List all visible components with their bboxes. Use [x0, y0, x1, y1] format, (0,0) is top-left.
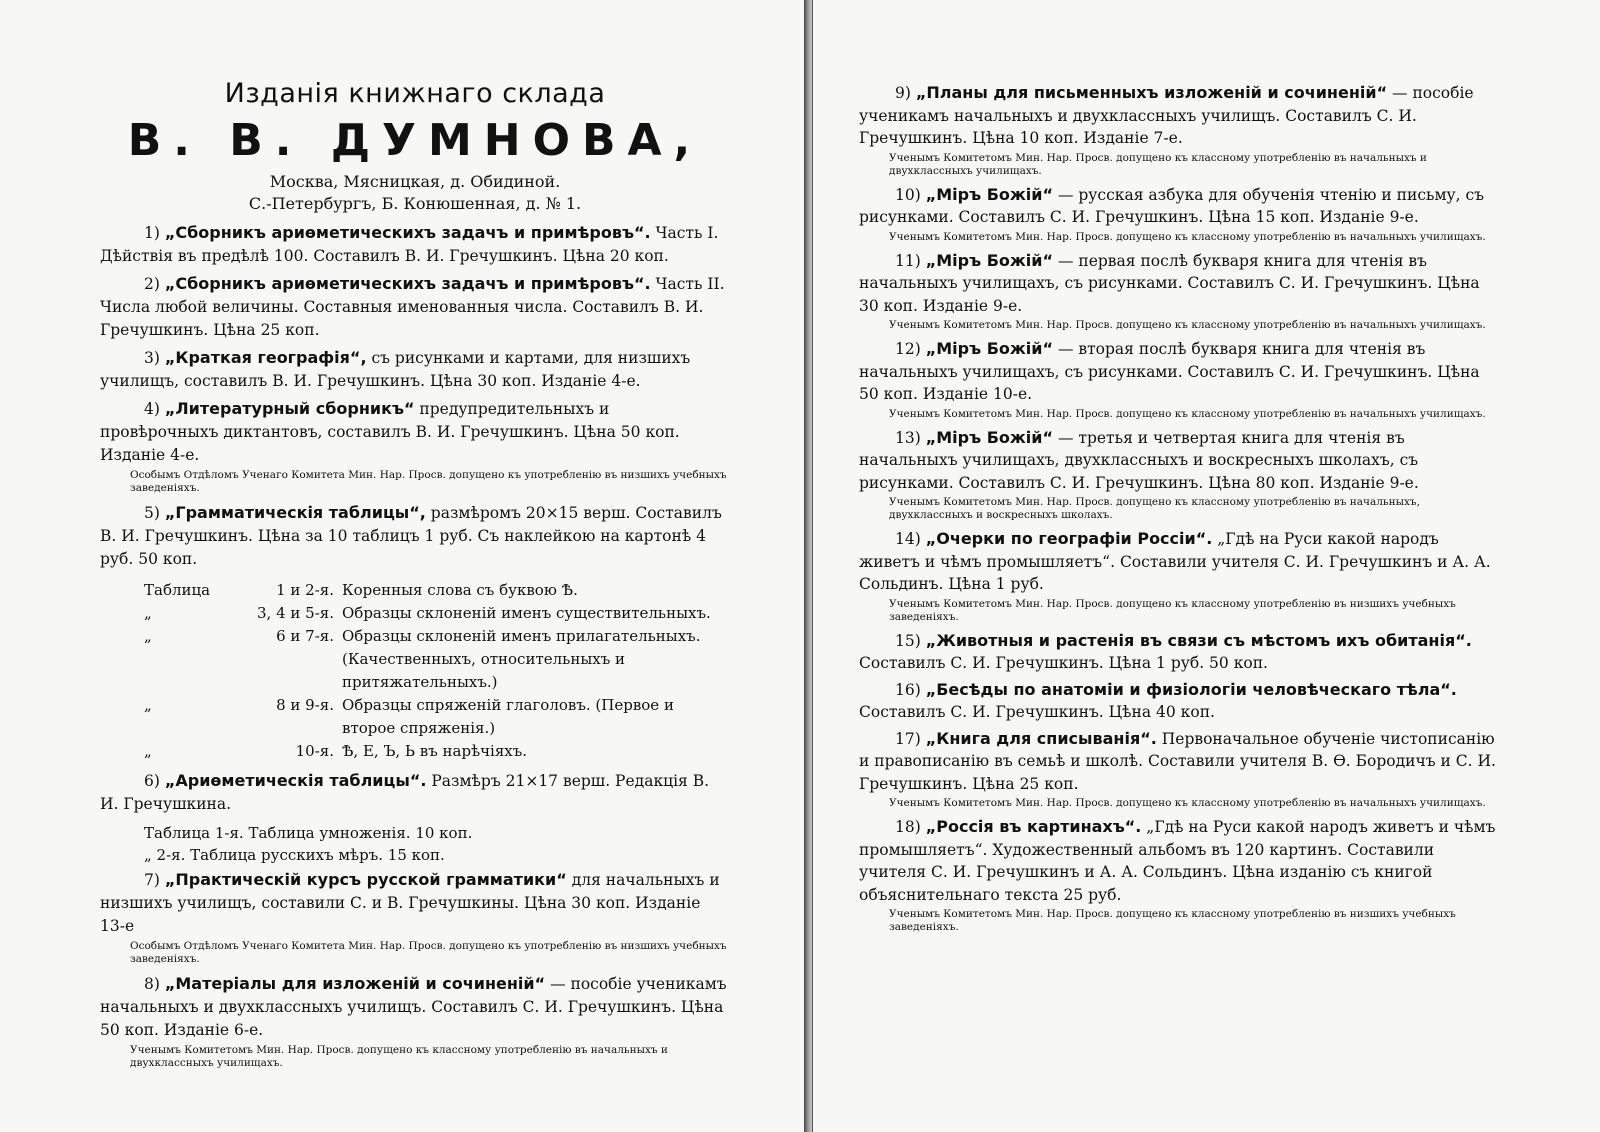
entry-text: Размѣръ 21×17 верш. Редакція В. И. Гречушкина. — [100, 772, 710, 813]
address-spb: С.-Петербургъ, Б. Конюшенная, д. № 1. — [248, 194, 582, 213]
entry-number: 15) — [895, 631, 921, 650]
entry-text: „Гдѣ на Руси какой народъ живетъ и чѣмъ промышляетъ“. Художественный альбомъ въ 120 картинъ. Составили учителя С. И. Гречушкинъ и А. А. Сольдинъ. Цѣна изданію съ книгой объяснительнаго текста 25 руб. — [859, 818, 1496, 904]
catalog-entry — [100, 868, 730, 938]
approval-note: Ученымъ Комитетомъ Мин. Нар. Просв. допущено къ классному употребленію въ начальныхъ училищахъ. — [889, 319, 1486, 331]
table-label: „ — [144, 627, 152, 645]
entry-number: 5) — [144, 504, 160, 522]
catalog-entry — [100, 221, 730, 268]
table-label: Таблица — [144, 581, 211, 599]
entry-number: 8) — [144, 975, 160, 993]
price-line: „ 2-я. Таблица русскихъ мѣръ. 15 коп. — [144, 846, 445, 864]
left-entries-2 — [100, 769, 730, 820]
entry-text: — русская азбука для обученія чтенію и письму, съ рисунками. Составилъ С. И. Гречушкинъ. Цѣна 15 коп. Изданіе 9-е. — [859, 185, 1485, 226]
catalog-entry — [100, 397, 730, 467]
entry-text: — пособіе ученикамъ начальныхъ и двухклассныхъ училищъ. Составилъ С. И. Гречушкинъ. Цѣна 50 коп. Изданіе 6-е. — [100, 975, 727, 1039]
approval-note: Ученымъ Комитетомъ Мин. Нар. Просв. допущено къ классному употребленію въ начальныхъ училищахъ. — [889, 230, 1486, 243]
entry-text: — пособіе ученикамъ начальныхъ и двухклассныхъ училищъ. Составилъ С. И. Гречушкинъ. Цѣна 10 коп. Изданіе 7-е. — [859, 84, 1474, 147]
approval-note: Особымъ Отдѣломъ Ученаго Комитета Мин. Нар. Просв. допущено къ употребленію въ низшихъ учебныхъ заведеніяхъ. — [130, 469, 727, 494]
entry-number: 3) — [144, 349, 160, 367]
entry-title: „Міръ Божій“ — [925, 184, 1054, 204]
entry-title: „Міръ Божій“ — [925, 250, 1054, 270]
catalog-entry — [859, 427, 1499, 495]
entry-number: 10) — [895, 185, 921, 204]
catalog-entry — [859, 528, 1499, 596]
entry-number: 9) — [895, 84, 911, 102]
entry-text: — первая послѣ букваря книга для чтенія въ начальныхъ училищахъ, съ рисунками. Составилъ С. И. Гречушкинъ. Цѣна 30 коп. Изданіе 9-е. — [859, 251, 1480, 315]
entry-title: „Бесѣды по анатоміи и физіологіи человѣческаго тѣла“. — [925, 679, 1457, 699]
table-number: 10-я. — [295, 742, 334, 760]
table-row — [144, 740, 730, 763]
table-row — [144, 694, 730, 740]
entry-number: 7) — [144, 871, 160, 889]
entry-title: „Планы для письменныхъ изложеній и сочиненій“ — [915, 83, 1388, 102]
table-row — [144, 579, 730, 602]
entry-title: „Животныя и растенія въ связи съ мѣстомъ ихъ обитанія“. — [925, 630, 1472, 650]
entry-title: „Сборникъ ариѳметическихъ задачъ и примѣровъ“. — [164, 223, 651, 242]
table-label: „ — [144, 696, 152, 714]
table-row — [144, 602, 730, 625]
entry-title: „Ариѳметическія таблицы“. — [164, 771, 427, 790]
catalog-entry — [859, 728, 1499, 796]
approval-note: Особымъ Отдѣломъ Ученаго Комитета Мин. Нар. Просв. допущено къ употребленію въ низшихъ учебныхъ заведеніяхъ. — [130, 940, 727, 965]
approval-note: Ученымъ Комитетомъ Мин. Нар. Просв. допущено къ классному употребленію въ начальныхъ и двухклассныхъ училищахъ. — [130, 1044, 668, 1069]
address-moscow: Москва, Мясницкая, д. Обидиной. — [269, 172, 561, 191]
entry-title: „Сборникъ ариѳметическихъ задачъ и примѣровъ“. — [164, 274, 651, 293]
table-description: Ѣ, Е, Ъ, Ь въ нарѣчіяхъ. — [342, 742, 528, 760]
table-label: „ — [144, 742, 152, 760]
entry-title: „Грамматическія таблицы“, — [164, 503, 426, 522]
table-description: Коренныя слова съ буквою Ѣ. — [342, 581, 578, 599]
entry-text: предупредительныхъ и провѣрочныхъ диктантовъ, составилъ В. И. Гречушкинъ. Цѣна 50 коп. Изданіе 4-е. — [100, 400, 680, 464]
right-column — [859, 82, 1499, 940]
entry-number: 17) — [895, 729, 921, 748]
entry-text: Часть II. Числа любой величины. Составныя именованныя числа. Составилъ В. И. Гречушкинъ. Цѣна 25 коп. — [100, 275, 725, 339]
approval-note: Ученымъ Комитетомъ Мин. Нар. Просв. допущено къ классному употребленію въ начальныхъ и двухклассныхъ училищахъ. — [889, 151, 1427, 177]
entry-text: Составилъ С. И. Гречушкинъ. Цѣна 40 коп. — [859, 703, 1215, 721]
publisher-name: В. В. ДУМНОВА, — [127, 115, 703, 166]
catalog-entry — [859, 250, 1499, 318]
entry-title: „Книга для списыванія“. — [925, 728, 1157, 748]
price-line: Таблица 1-я. Таблица умноженія. 10 коп. — [144, 824, 473, 842]
entry-number: 2) — [144, 275, 160, 293]
catalog-entry — [100, 272, 730, 342]
entry-title: „Россія въ картинахъ“. — [925, 817, 1142, 836]
entry-title: „Литературный сборникъ“ — [164, 399, 415, 418]
entry-number: 18) — [895, 818, 921, 836]
catalog-title: Изданія книжнаго склада — [224, 78, 606, 109]
entry-number: 14) — [895, 530, 921, 548]
left-entries-3 — [100, 868, 730, 1070]
entry-text: Часть I. Дѣйствія въ предѣлѣ 100. Составилъ В. И. Гречушкинъ. Цѣна 20 коп. — [100, 224, 719, 265]
left-column — [100, 78, 730, 1076]
entry-text: Первоначальное обученіе чистописанію и правописанію въ семьѣ и школѣ. Составили учителя В. Ѳ. Бородичъ и С. И. Гречушкинъ. Цѣна 25 коп. — [859, 729, 1496, 793]
entry-text: съ рисунками и картами, для низшихъ училищъ, составилъ В. И. Гречушкинъ. Цѣна 30 коп. Изданіе 4-е. — [100, 349, 691, 390]
entry-spacer — [100, 816, 730, 820]
table-description: Образцы склоненій именъ прилагательныхъ. (Качественныхъ, относительныхъ и притяжательныхъ.) — [342, 627, 701, 691]
catalog-entry — [100, 501, 730, 571]
approval-note: Ученымъ Комитетомъ Мин. Нар. Просв. допущено къ классному употребленію въ начальныхъ училищахъ. — [889, 797, 1486, 809]
approval-note: Ученымъ Комитетомъ Мин. Нар. Просв. допущено къ классному употребленію въ низшихъ учебныхъ заведеніяхъ. — [889, 908, 1456, 933]
left-entries — [100, 221, 730, 575]
catalog-entry — [100, 769, 730, 816]
right-page — [812, 0, 1600, 1132]
table-number: 6 и 7-я. — [276, 627, 334, 645]
arithmetic-tables-prices — [144, 822, 730, 866]
entry-number: 11) — [895, 251, 921, 270]
entry-number: 4) — [144, 400, 160, 418]
table-number: 1 и 2-я. — [276, 581, 334, 599]
entry-title: „Краткая географія“, — [164, 348, 367, 367]
entry-text: — вторая послѣ букваря книга для чтенія въ начальныхъ училищахъ, съ рисунками. Составилъ С. И. Гречушкинъ. Цѣна 50 коп. Изданіе 10-е. — [859, 340, 1480, 403]
catalog-entry — [859, 679, 1499, 724]
catalog-entry — [859, 338, 1499, 406]
catalog-entry — [859, 82, 1499, 150]
catalog-entry — [859, 816, 1499, 906]
catalog-entry — [859, 630, 1499, 675]
entry-number: 6) — [144, 772, 160, 790]
right-entries — [859, 82, 1499, 934]
table-description: Образцы спряженій глаголовъ. (Первое и второе спряженія.) — [342, 696, 674, 737]
table-number: 3, 4 и 5-я. — [257, 604, 334, 622]
entry-title: „Матеріалы для изложеній и сочиненій“ — [164, 974, 546, 993]
entry-title: „Міръ Божій“ — [925, 339, 1054, 358]
approval-note: Ученымъ Комитетомъ Мин. Нар. Просв. допущено къ классному употребленію въ низшихъ учебныхъ заведеніяхъ. — [889, 597, 1456, 623]
entry-text: — третья и четвертая книга для чтенія въ начальныхъ училищахъ, двухклассныхъ и воскресныхъ школахъ, съ рисунками. Составилъ С. И. Гречушкинъ. Цѣна 80 коп. Изданіе 9-е. — [859, 428, 1419, 492]
table-label: „ — [144, 604, 152, 622]
table-description: Образцы склоненій именъ существительныхъ. — [342, 604, 711, 622]
table-row — [144, 625, 730, 694]
catalog-entry — [859, 184, 1499, 229]
entry-title: „Практическій курсъ русской грамматики“ — [164, 870, 567, 889]
entry-text: размѣромъ 20×15 верш. Составилъ В. И. Гречушкинъ. Цѣна за 10 таблицъ 1 руб. Съ наклейкою на картонѣ 4 руб. 50 коп. — [100, 504, 722, 568]
entry-number: 1) — [144, 224, 160, 242]
entry-spacer — [100, 571, 730, 575]
approval-note: Ученымъ Комитетомъ Мин. Нар. Просв. допущено къ классному употребленію въ начальныхъ училищахъ. — [889, 407, 1486, 420]
entry-text: для начальныхъ и низшихъ училищъ, составили С. и В. Гречушкины. Цѣна 30 коп. Изданіе 13-е — [100, 871, 720, 935]
approval-note: Ученымъ Комитетомъ Мин. Нар. Просв. допущено къ классному употребленію въ начальныхъ, двухклассныхъ и воскресныхъ школахъ. — [889, 496, 1420, 521]
entry-title: „Очерки по географіи Россіи“. — [925, 529, 1213, 548]
table-number: 8 и 9-я. — [276, 696, 334, 714]
entry-number: 12) — [895, 340, 921, 358]
grammar-tables-list — [144, 579, 730, 763]
entry-text: Составилъ С. И. Гречушкинъ. Цѣна 1 руб. 50 коп. — [859, 654, 1268, 672]
entry-number: 13) — [895, 428, 921, 447]
catalog-entry — [100, 346, 730, 393]
entry-number: 16) — [895, 680, 921, 699]
entry-text: „Гдѣ на Руси какой народъ живетъ и чѣмъ промышляетъ“. Составили учителя С. И. Гречушкинъ и А. А. Сольдинъ. Цѣна 1 руб. — [859, 530, 1491, 593]
catalog-entry — [100, 972, 730, 1042]
entry-title: „Міръ Божій“ — [925, 427, 1054, 447]
